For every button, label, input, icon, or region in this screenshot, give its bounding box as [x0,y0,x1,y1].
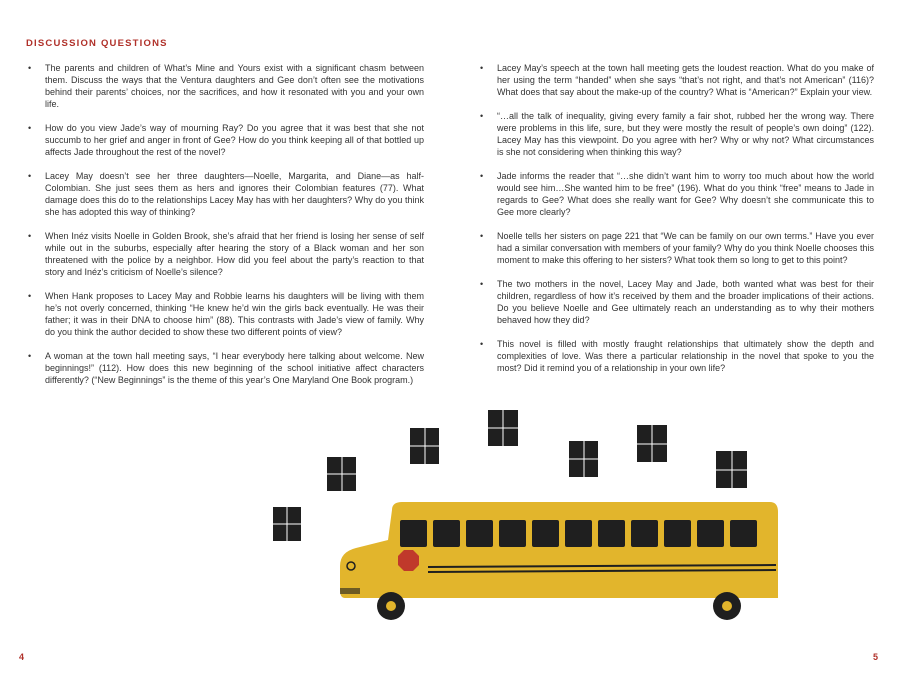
floating-window [716,451,747,488]
bullet: • [480,279,484,289]
bullet: • [28,63,32,73]
wheel-hub [386,601,396,611]
question-text: The two mothers in the novel, Lacey May and Jade, both wanted what was best for their children, regardless of how it’s received by them and the broader implications of their actions. Do you believe Noelle and Gee ultimately reach an understanding as to why their mothers behaved how they did? [497,279,874,325]
question-text: This novel is filled with mostly fraught relationships that ultimately show the depth and complexities of love. Was there a particular relationship in the novel that spoke to you the most? Did it remind you of a relationship in your own life? [497,339,874,373]
bullet: • [28,171,32,181]
bullet: • [28,231,32,241]
page-number-left: 4 [19,652,25,662]
bus-windows [400,520,757,547]
bullet: • [480,63,484,73]
floating-window [488,410,518,446]
floating-window [569,441,598,477]
bullet: • [480,339,484,349]
question-text: Lacey May doesn’t see her three daughters—Noelle, Margarita, and Diane—as half-Colombian. She just sees them as hers and ignores their Colombian features (77). What damage does this do to the relationships Lacey May has with her daughters? Why do you think she has adopted this way of thinking? [45,171,424,217]
question-text: When Inéz visits Noelle in Golden Brook, she’s afraid that her friend is losing her sense of self while out in the suburbs, especially after hearing the story of a Black woman and her son threatened with the police by a neighbor. How did you feel about the party’s reaction to that story and Inéz’s criticism of Noelle’s silence? [45,231,424,277]
floating-window [327,457,356,491]
bullet: • [480,171,484,181]
stop-sign-icon [398,550,419,571]
bullet: • [480,111,484,121]
floating-window [273,507,301,541]
page-number-right: 5 [873,652,879,662]
bus-bumper [340,588,360,594]
floating-window [410,428,439,464]
question-text: The parents and children of What’s Mine and Yours exist with a significant chasm between them. Discuss the ways that the Ventura daughters and Gee don’t often see the motivations behind their parents’ choices, nor the sacrifices, and how it resonated with you and your own life. [45,63,424,109]
question-text: A woman at the town hall meeting says, “I hear everybody here talking about welcome. New beginnings!” (112). How does this new beginning of the school initiative affect characters differently? (“New Beginnings” is the theme of this year’s One Maryland One Book program.) [45,351,424,385]
question-text: How do you view Jade’s way of mourning Ray? Do you agree that it was best that she not succumb to her grief and anger in front of Gee? How do you think keeping all of that bottled up affects Jade throughout the rest of the novel? [45,123,424,157]
bullet: • [28,123,32,133]
question-text: Lacey May’s speech at the town hall meeting gets the loudest reaction. What do you make of her using the term “handed” when she says “that’s not right, and that’s not American” (116)? What does that say about the make-up of the country? What is “American?” Explain your view. [497,63,874,97]
bullet: • [480,231,484,241]
question-text: “…all the talk of inequality, giving every family a fair shot, rubbed her the wrong way. There were problems in this life, sure, but they were mostly the result of people’s own doing” (122). Lacey May has this viewpoint. Do you agree with her? Why or why not? What circumstances is she not considering when thinking this way? [497,111,874,157]
section-heading: DISCUSSION QUESTIONS [26,38,168,49]
question-text: When Hank proposes to Lacey May and Robbie learns his daughters will be living with them he’s not overly concerned, thinking “He knew he’d win the girls back eventually. He was their father; it was in their DNA to choose him” (88). This contrasts with Jade’s view of family. Why do you think the author decided to show these two different points of view? [45,291,424,337]
bullet: • [28,351,32,361]
wheel-hub [722,601,732,611]
question-text: Jade informs the reader that “…she didn’t want him to worry too much about how the world would see him…She wanted him to be free” (196). What do you think “free” means to Jade in regards to Gee? What does she really want for Gee? Why doesn’t she communicate this to Gee more clearly? [497,171,874,217]
floating-window [637,425,667,462]
bullet: • [28,291,32,301]
question-text: Noelle tells her sisters on page 221 that “We can be family on our own terms.” Have you ever had a similar conversation with members of your family? Why do you think Noelle chooses this moment to make this offering to her sisters? What took them so long to get to this point? [497,231,874,265]
